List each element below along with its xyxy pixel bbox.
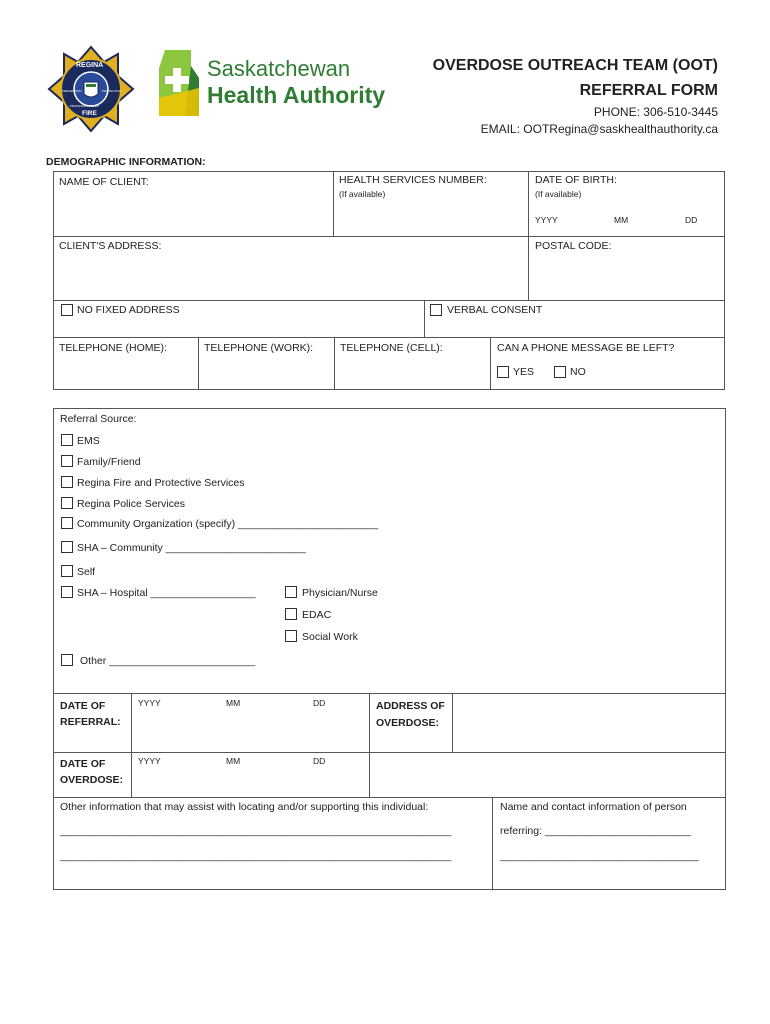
date-of-overdose-label: DATE OF OVERDOSE: — [60, 758, 124, 786]
hospital-option-checkbox[interactable] — [285, 586, 297, 598]
saskatchewan-map-icon — [155, 48, 205, 118]
phone-message-yes-checkbox[interactable] — [497, 366, 509, 378]
badge-bottom-text: FIRE — [82, 110, 97, 117]
overdose-mm: MM — [226, 756, 241, 766]
no-fixed-address-label: NO FIXED ADDRESS — [77, 304, 180, 316]
row-line — [53, 337, 725, 338]
referral-option-label: Self — [77, 566, 96, 578]
maltese-cross-icon — [46, 44, 136, 134]
other-info-line-2[interactable]: ___________________________________________________________________ — [60, 850, 452, 862]
sha-logo-line2: Health Authority — [207, 82, 386, 108]
address-of-overdose-label: ADDRESS OF OVERDOSE: — [376, 700, 445, 729]
referral-source-label: Referral Source: — [60, 413, 137, 425]
telephone-work-label: TELEPHONE (WORK): — [204, 342, 314, 354]
col-line — [528, 171, 529, 301]
referral-option-checkbox[interactable] — [61, 517, 73, 529]
referrer-contact-label: Name and contact information of person — [500, 801, 687, 813]
regina-fire-badge — [46, 44, 136, 134]
badge-side-left: PREVENTION — [62, 89, 82, 93]
hospital-option-checkbox[interactable] — [285, 630, 297, 642]
phone-message-no-label: NO — [570, 366, 586, 378]
referral-option-label: Community Organization (specify) ________________________ — [77, 518, 379, 530]
row-line — [53, 236, 725, 237]
phone-message-no-checkbox[interactable] — [554, 366, 566, 378]
referral-option-checkbox[interactable] — [61, 586, 73, 598]
referral-option-label: EMS — [77, 435, 100, 447]
badge-side-right: PROTECTION — [102, 89, 122, 93]
col-line — [333, 171, 334, 237]
postal-code-field[interactable] — [530, 254, 723, 298]
client-name-field[interactable] — [55, 190, 331, 234]
referral-option-label: SHA – Hospital __________________ — [77, 587, 256, 599]
other-checkbox[interactable] — [61, 654, 73, 666]
dob-note: (If available) — [535, 189, 582, 199]
hospital-option-label: EDAC — [302, 609, 332, 621]
contact-email: EMAIL: OOTRegina@saskhealthauthority.ca — [480, 122, 718, 136]
hospital-option-checkbox[interactable] — [285, 608, 297, 620]
phone-message-yes-label: YES — [513, 366, 535, 378]
col-line — [452, 693, 453, 753]
client-address-field[interactable] — [55, 254, 526, 298]
referral-option-label: Family/Friend — [77, 456, 141, 468]
overdose-yyyy: YYYY — [138, 756, 161, 766]
referrer-contact-line-1[interactable]: referring: _________________________ — [500, 825, 691, 837]
sha-logo — [155, 48, 405, 118]
contact-phone: PHONE: 306-510-3445 — [593, 105, 718, 119]
referral-option-checkbox[interactable] — [61, 541, 73, 553]
hospital-option-label: Physician/Nurse — [302, 587, 378, 599]
demographic-section-label: DEMOGRAPHIC INFORMATION: — [46, 156, 206, 168]
row-line — [53, 752, 726, 753]
client-address-label: CLIENT'S ADDRESS: — [59, 240, 162, 252]
overdose-extra-field[interactable] — [371, 754, 724, 796]
telephone-home-label: TELEPHONE (HOME): — [59, 342, 167, 354]
sha-logo-line1: Saskatchewan — [207, 56, 351, 81]
referral-option-label: SHA – Community ________________________ — [77, 542, 306, 554]
referral-yyyy: YYYY — [138, 698, 161, 708]
col-line — [131, 693, 132, 798]
col-line — [424, 300, 425, 338]
hospital-option-label: Social Work — [302, 631, 358, 643]
dob-yyyy: YYYY — [535, 215, 558, 225]
no-fixed-address-checkbox[interactable] — [61, 304, 73, 316]
referral-option-checkbox[interactable] — [61, 434, 73, 446]
other-label: Other _________________________ — [80, 655, 256, 667]
referral-option-checkbox[interactable] — [61, 565, 73, 577]
dob-label: DATE OF BIRTH: — [535, 174, 617, 186]
verbal-consent-checkbox[interactable] — [430, 304, 442, 316]
overdose-dd: DD — [313, 756, 326, 766]
form-title-line1: OVERDOSE OUTREACH TEAM (OOT) — [432, 57, 718, 74]
other-info-label: Other information that may assist with locating and/or supporting this individual: — [60, 801, 429, 813]
row-line — [53, 300, 725, 301]
col-line — [490, 337, 491, 390]
date-of-referral-label: DATE OF REFERRAL: — [60, 700, 121, 728]
row-line — [53, 693, 726, 694]
badge-top-text: REGINA — [76, 62, 104, 69]
referral-option-label: Regina Police Services — [77, 498, 185, 510]
referral-option-checkbox[interactable] — [61, 476, 73, 488]
dob-dd: DD — [685, 215, 698, 225]
postal-code-label: POSTAL CODE: — [535, 240, 612, 252]
referral-option-checkbox[interactable] — [61, 497, 73, 509]
address-of-overdose-field[interactable] — [454, 695, 724, 751]
form-title-line2: REFERRAL FORM — [579, 82, 718, 99]
referrer-contact-line-2[interactable]: __________________________________ — [500, 850, 699, 862]
client-name-label: NAME OF CLIENT: — [59, 176, 149, 188]
hsn-label: HEALTH SERVICES NUMBER: — [339, 174, 487, 186]
badge-band: PROFESSIONALISM — [70, 104, 99, 108]
col-line — [492, 797, 493, 890]
referral-dd: DD — [313, 698, 326, 708]
referral-option-checkbox[interactable] — [61, 455, 73, 467]
hsn-note: (If available) — [339, 189, 386, 199]
dob-mm: MM — [614, 215, 629, 225]
referral-mm: MM — [226, 698, 241, 708]
phone-message-label: CAN A PHONE MESSAGE BE LEFT? — [497, 342, 675, 354]
referral-option-label: Regina Fire and Protective Services — [77, 477, 245, 489]
telephone-cell-label: TELEPHONE (CELL): — [340, 342, 443, 354]
col-line — [334, 337, 335, 390]
other-info-line-1[interactable]: ___________________________________________________________________ — [60, 825, 452, 837]
verbal-consent-label: VERBAL CONSENT — [447, 304, 543, 316]
col-line — [369, 693, 370, 798]
hsn-field[interactable] — [335, 202, 526, 234]
col-line — [198, 337, 199, 390]
row-line — [53, 797, 726, 798]
